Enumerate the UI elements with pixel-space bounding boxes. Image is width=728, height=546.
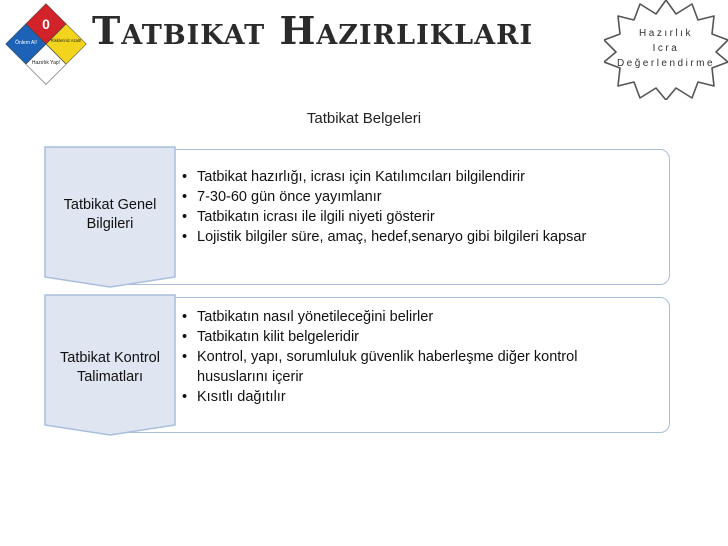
logo-number: 0 bbox=[42, 16, 50, 32]
block-label-kontrol-line-1: Tatbikat Kontrol bbox=[60, 350, 160, 366]
block-label-genel-line-1: Tatbikat Genel bbox=[63, 197, 157, 213]
gear-line-3: Değerlendirme bbox=[616, 58, 716, 69]
list-item: • Tatbikatın icrası ile ilgili niyeti gösterir bbox=[180, 207, 660, 227]
block-list-genel bbox=[180, 167, 660, 247]
list-item: • Kısıtlı dağıtılır bbox=[180, 387, 650, 407]
block-label-genel-line-2: Bilgileri bbox=[86, 216, 134, 232]
gear-label bbox=[604, 26, 728, 71]
gear-line-1: Hazırlık bbox=[639, 28, 693, 39]
list-item: • Tatbikat hazırlığı, icrası için Katılımcıları bilgilendirir bbox=[180, 167, 660, 187]
gear-line-2: Icra bbox=[652, 43, 680, 54]
list-item: • Kontrol, yapı, sorumluluk güvenlik haberleşme diğer kontrol hususlarını içerir bbox=[180, 347, 650, 387]
list-item: • 7-30-60 gün önce yayımlanır bbox=[180, 187, 660, 207]
diamond-logo-icon bbox=[4, 2, 88, 86]
list-item: • Tatbikatın nasıl yönetileceğini belirler bbox=[180, 307, 650, 327]
logo-cell-right: Riskleriniz Azalt! bbox=[50, 38, 82, 43]
logo-cell-left: Önlem Al! bbox=[15, 40, 37, 46]
list-item: • Lojistik bilgiler süre, amaç, hedef,senaryo gibi bilgileri kapsar bbox=[180, 227, 660, 247]
block-list-kontrol bbox=[180, 307, 650, 407]
page-title: Tatbikat Hazırlıkları bbox=[92, 8, 534, 53]
block-label-kontrol-line-2: Talimatları bbox=[76, 369, 144, 385]
section-subtitle: Tatbikat Belgeleri bbox=[306, 110, 422, 127]
logo-cell-bottom: Hazırlık Yap! bbox=[31, 60, 61, 66]
list-item: • Tatbikatın kilit belgeleridir bbox=[180, 327, 650, 347]
block-label-genel bbox=[46, 196, 174, 234]
block-label-kontrol bbox=[46, 349, 174, 387]
